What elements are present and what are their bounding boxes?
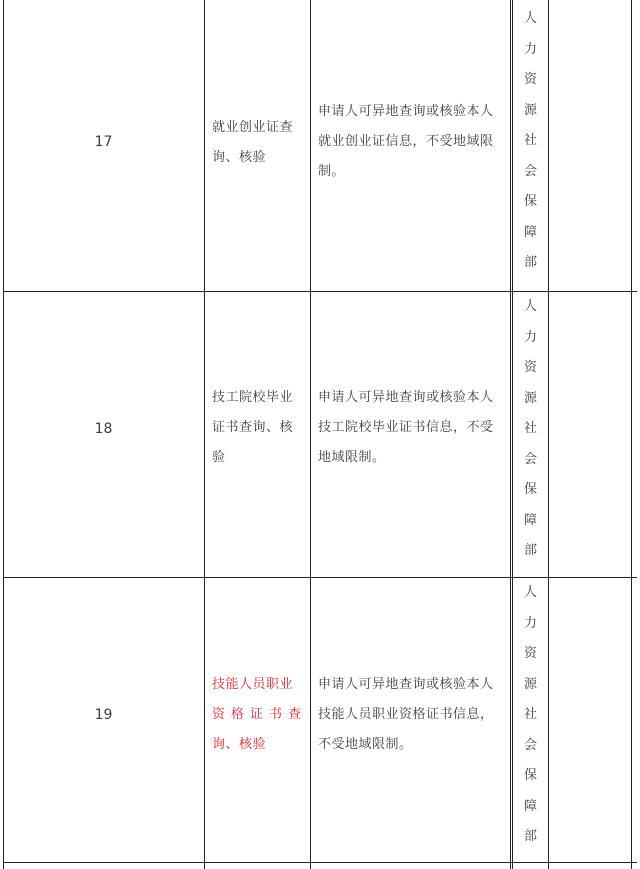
service-item-name bbox=[212, 383, 308, 473]
row-number: 19 bbox=[94, 707, 113, 723]
department-char: 社 bbox=[523, 707, 537, 722]
column-divider bbox=[204, 0, 205, 869]
department-char: 社 bbox=[523, 133, 537, 148]
service-description bbox=[318, 670, 508, 760]
department-char: 保 bbox=[523, 768, 537, 783]
department-char: 会 bbox=[523, 737, 537, 753]
row-number: 18 bbox=[94, 421, 113, 437]
department-char: 保 bbox=[523, 482, 537, 497]
description-line: 技工院校毕业证书信息，不受 bbox=[318, 420, 494, 435]
row-number: 17 bbox=[94, 134, 113, 150]
service-item-line: 验 bbox=[212, 450, 226, 465]
row-divider bbox=[3, 862, 637, 863]
department-cell bbox=[514, 4, 547, 279]
department-char: 资 bbox=[523, 360, 537, 375]
department-char: 力 bbox=[523, 615, 537, 631]
column-divider bbox=[631, 0, 632, 869]
description-line: 就业创业证信息，不受地域限 bbox=[318, 134, 494, 149]
description-line: 不受地域限制。 bbox=[318, 737, 413, 752]
department-char: 障 bbox=[523, 224, 537, 240]
service-item-line: 证书查询、核 bbox=[212, 420, 294, 435]
description-line: 申请人可异地查询或核验本人 bbox=[318, 104, 494, 119]
department-char: 力 bbox=[523, 41, 537, 57]
department-char: 源 bbox=[523, 390, 537, 406]
department-char: 社 bbox=[523, 421, 537, 436]
description-line: 申请人可异地查询或核验本人 bbox=[318, 677, 494, 692]
department-char: 障 bbox=[523, 798, 537, 814]
column-divider bbox=[510, 0, 511, 869]
department-cell bbox=[514, 292, 547, 567]
department-char: 资 bbox=[523, 72, 537, 87]
department-char: 源 bbox=[523, 676, 537, 692]
service-item-name bbox=[212, 113, 308, 173]
column-divider bbox=[548, 0, 549, 869]
service-description bbox=[318, 383, 508, 473]
department-char: 会 bbox=[523, 451, 537, 467]
department-cell bbox=[514, 578, 547, 853]
service-item-line: 询、核验 bbox=[212, 150, 267, 165]
department-char: 资 bbox=[523, 646, 537, 661]
service-item-line: 询、核验 bbox=[212, 737, 267, 752]
department-char: 部 bbox=[523, 829, 537, 844]
department-char: 部 bbox=[523, 255, 537, 270]
description-line: 申请人可异地查询或核验本人 bbox=[318, 390, 494, 405]
department-char: 人 bbox=[523, 299, 537, 314]
service-item-line: 技能人员职业 bbox=[212, 677, 294, 692]
department-char: 障 bbox=[523, 512, 537, 528]
department-char: 保 bbox=[523, 194, 537, 209]
department-char: 人 bbox=[523, 11, 537, 26]
description-line: 制。 bbox=[318, 164, 346, 179]
service-description bbox=[318, 97, 508, 187]
description-line: 地域限制。 bbox=[318, 450, 386, 465]
service-item-name-highlighted bbox=[212, 670, 308, 760]
service-item-line: 就业创业证查 bbox=[212, 120, 294, 135]
service-item-line: 资格证书查 bbox=[212, 707, 308, 722]
description-line: 技能人员职业资格证书信息， bbox=[318, 707, 494, 722]
department-char: 力 bbox=[523, 329, 537, 345]
department-char: 人 bbox=[523, 585, 537, 600]
department-char: 部 bbox=[523, 543, 537, 558]
column-divider bbox=[512, 0, 513, 869]
service-item-line: 技工院校毕业 bbox=[212, 390, 294, 405]
column-divider bbox=[310, 0, 311, 869]
department-char: 会 bbox=[523, 163, 537, 179]
department-char: 源 bbox=[523, 102, 537, 118]
